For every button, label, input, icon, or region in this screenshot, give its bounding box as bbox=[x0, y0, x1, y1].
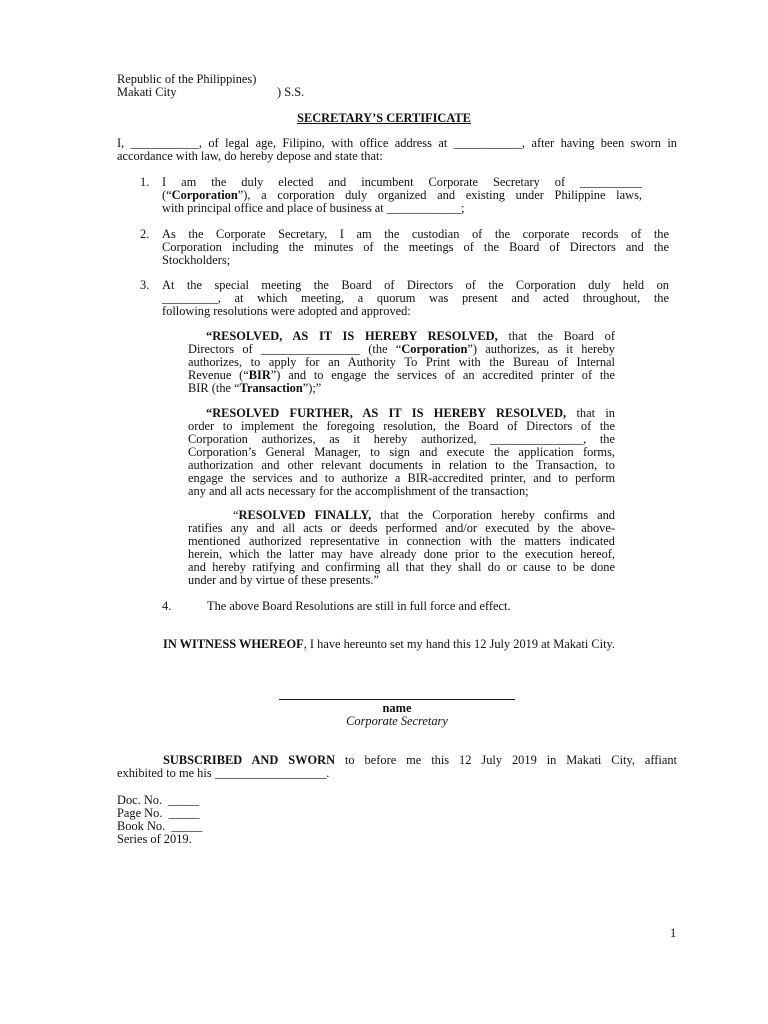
intro-line-1: I, ___________, of legal age, Filipino, with office address at ___________, after having been sworn in bbox=[117, 136, 677, 150]
resolution-2 bbox=[188, 407, 615, 498]
series-year: Series of 2019. bbox=[117, 832, 192, 846]
item-number: 1. bbox=[140, 175, 150, 189]
resolution-line: authorizes, to apply for an Authority To Print with the Bureau of Internal bbox=[188, 355, 615, 369]
item-number: 4. bbox=[162, 599, 172, 613]
resolution-line: “RESOLVED FURTHER, AS IT IS HEREBY RESOLVED, that in bbox=[206, 406, 615, 420]
item-number: 2. bbox=[140, 227, 150, 241]
item-number: 3. bbox=[140, 278, 150, 292]
venue-city-row bbox=[117, 86, 304, 99]
resolution-line: Corporation authorizes, as it hereby authorized, _______________, the bbox=[188, 432, 615, 446]
document-title: SECRETARY’S CERTIFICATE bbox=[297, 111, 471, 125]
resolution-line: “RESOLVED, AS IT IS HEREBY RESOLVED, that the Board of bbox=[206, 329, 615, 343]
resolution-line: and hereby ratifying and confirming all that they shall do or cause to be done bbox=[188, 560, 615, 574]
resolution-line: BIR (the “Transaction”);” bbox=[188, 381, 322, 395]
resolution-line: authorization and other relevant documents in relation to the Transaction, to bbox=[188, 458, 615, 472]
resolution-line: order to implement the foregoing resolution, the Board of Directors of the bbox=[188, 419, 615, 433]
intro-line-2: accordance with law, do hereby depose and state that: bbox=[117, 149, 383, 163]
item-line: As the Corporate Secretary, I am the custodian of the corporate records of the bbox=[162, 227, 669, 241]
jurat-line-1: SUBSCRIBED AND SWORN to before me this 12 July 2019 in Makati City, affiant bbox=[163, 753, 677, 767]
resolution-line: mentioned authorized representative in connection with the matters indicated bbox=[188, 534, 615, 548]
item-line: following resolutions were adopted and approved: bbox=[162, 304, 411, 318]
signature-line bbox=[279, 699, 515, 700]
item-text bbox=[162, 228, 669, 267]
venue-ss: ) S.S. bbox=[277, 85, 305, 99]
signatory-title: Corporate Secretary bbox=[346, 714, 448, 728]
signatory-name: name bbox=[382, 701, 412, 715]
item-line: I am the duly elected and incumbent Corporate Secretary of __________ bbox=[162, 175, 642, 189]
item-text: The above Board Resolutions are still in full force and effect. bbox=[207, 599, 511, 613]
page-number-field: Page No. _____ bbox=[117, 806, 200, 820]
resolution-line: under and by virtue of these presents.” bbox=[188, 573, 379, 587]
jurat-line-2: exhibited to me his __________________. bbox=[117, 766, 330, 780]
witness-heading: IN WITNESS WHEREOF bbox=[163, 637, 304, 651]
resolution-line: “RESOLVED FINALLY, that the Corporation hereby confirms and bbox=[233, 508, 616, 522]
item-line: Stockholders; bbox=[162, 253, 231, 267]
resolution-line: herein, which the latter may have already done prior to the execution hereof, bbox=[188, 547, 615, 561]
resolution-line: ratifies any and all acts or deeds performed and/or executed by the above- bbox=[188, 521, 615, 535]
venue-republic: Republic of the Philippines) bbox=[117, 72, 257, 86]
venue-caption bbox=[117, 73, 304, 99]
item-text bbox=[162, 279, 669, 318]
resolution-line: Directors of ________________ (the “Corporation”) authorizes, as it hereby bbox=[188, 342, 615, 356]
jurat-paragraph bbox=[117, 754, 677, 780]
venue-city: Makati City bbox=[117, 85, 177, 99]
page-number: 1 bbox=[670, 926, 677, 940]
resolution-line: Revenue (“BIR”) and to engage the services of an accredited printer of the bbox=[188, 368, 615, 382]
item-line: (“Corporation”), a corporation duly organized and existing under Philippine laws, bbox=[162, 188, 642, 202]
resolution-line: engage the services and to authorize a BIR-accredited printer, and to perform bbox=[188, 471, 615, 485]
intro-paragraph bbox=[117, 137, 677, 163]
item-text bbox=[162, 176, 642, 215]
resolution-line: Corporation’s General Manager, to sign and execute the application forms, bbox=[188, 445, 615, 459]
doc-number: Doc. No. _____ bbox=[117, 793, 200, 807]
item-line: Corporation including the minutes of the meetings of the Board of Directors and the bbox=[162, 240, 669, 254]
resolution-line: any and all acts necessary for the accomplishment of the transaction; bbox=[188, 484, 529, 498]
resolution-1 bbox=[188, 330, 615, 395]
witness-clause bbox=[163, 638, 615, 651]
item-line: with principal office and place of business at ____________; bbox=[162, 201, 465, 215]
item-line: At the special meeting the Board of Directors of the Corporation duly held on bbox=[162, 278, 669, 292]
witness-text: , I have hereunto set my hand this 12 July 2019 at Makati City. bbox=[303, 637, 616, 651]
book-number: Book No. _____ bbox=[117, 819, 203, 833]
resolution-3 bbox=[188, 509, 615, 587]
notarial-details bbox=[117, 794, 202, 846]
item-line: _________, at which meeting, a quorum was present and acted throughout, the bbox=[162, 291, 669, 305]
